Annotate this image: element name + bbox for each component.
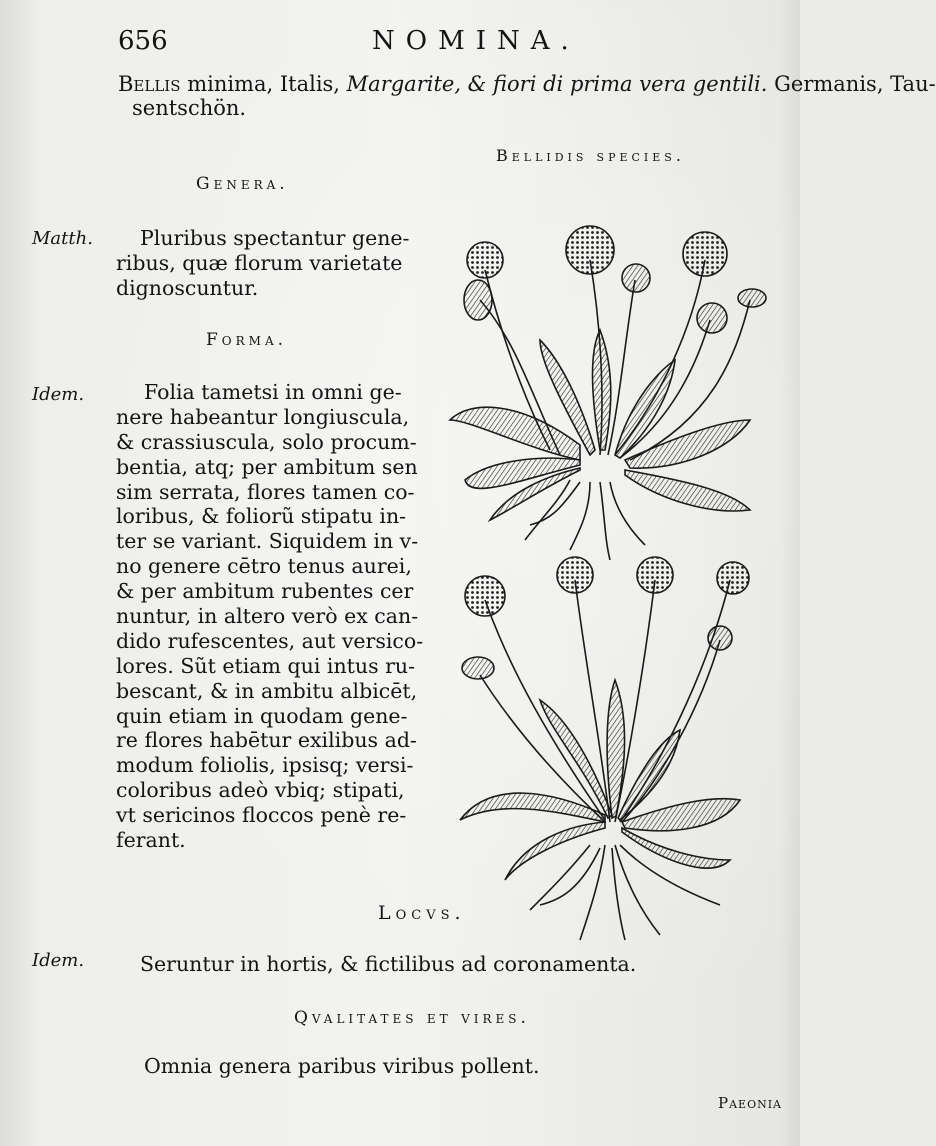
locus-text: Seruntur in hortis, & fictilibus ad coronamenta. <box>140 952 637 976</box>
page-number: 656 <box>118 26 168 56</box>
text-line: dignoscuntur. <box>116 275 259 300</box>
text-line: & crassiuscula, solo procum- <box>116 429 417 454</box>
text-line: quin etiam in quodam gene- <box>116 703 408 728</box>
entry-italian-name: Margarite, & fiori di prima vera gentili. <box>346 72 768 96</box>
forma-paragraph <box>116 380 423 853</box>
text-line: modum foliolis, ipsisq; versi- <box>116 753 414 778</box>
catchword: Paeonia <box>718 1094 782 1112</box>
entry-line-2: sentschön. <box>132 96 247 120</box>
forma-heading: Forma. <box>206 330 288 350</box>
genera-margin-note: Matth. <box>32 228 93 249</box>
forma-margin-note: Idem. <box>32 384 85 405</box>
daisy-woodcut-illustration <box>430 220 770 910</box>
text-line: ter se variant. Siquidem in v- <box>116 529 419 554</box>
text-line: nuntur, in altero verò ex can- <box>116 604 419 629</box>
text-line: no genere cētro tenus aurei, <box>116 554 412 579</box>
text-line: re flores habētur exilibus ad- <box>116 728 417 753</box>
genera-heading: Genera. <box>196 174 289 194</box>
text-line: Pluribus spectantur gene- <box>140 226 410 250</box>
text-line: ribus, quæ florum varietate <box>116 250 403 275</box>
text-line: dido rufescentes, aut versico- <box>116 628 424 653</box>
genera-paragraph <box>116 226 410 301</box>
text-line: bescant, & in ambitu albicēt, <box>116 678 418 703</box>
figure-caption: Bellidis species. <box>496 146 685 165</box>
upper-daisy-plant <box>450 226 766 560</box>
text-line: loribus, & foliorũ stipatu in- <box>116 504 407 529</box>
text-line: sim serrata, flores tamen co- <box>116 479 415 504</box>
entry-line-1 <box>118 72 936 96</box>
text-line: ferant. <box>116 828 186 853</box>
running-title: NOMINA. <box>372 26 580 56</box>
qualitates-heading: Qvalitates et vires. <box>294 1008 530 1028</box>
text-line: vt sericinos floccos penè re- <box>116 803 407 828</box>
locus-margin-note: Idem. <box>32 950 85 971</box>
text-line: & per ambitum rubentes cer <box>116 579 414 604</box>
locus-heading: Locvs. <box>378 902 466 924</box>
text-line: lores. Sũt etiam qui intus ru- <box>116 653 416 678</box>
text-line: coloribus adeò vbiq; stipati, <box>116 778 405 803</box>
lower-daisy-plant <box>460 557 749 940</box>
text-line: nere habeantur longiuscula, <box>116 404 410 429</box>
qualitates-text: Omnia genera paribus viribus pollent. <box>144 1054 540 1078</box>
entry-text-2: Germanis, Tau- <box>767 72 936 96</box>
entry-text-1: minima, Italis, <box>180 72 347 96</box>
text-line: Folia tametsi in omni ge- <box>144 380 402 404</box>
entry-lead-word: Bellis <box>118 72 181 96</box>
text-line: bentia, atq; per ambitum sen <box>116 454 418 479</box>
